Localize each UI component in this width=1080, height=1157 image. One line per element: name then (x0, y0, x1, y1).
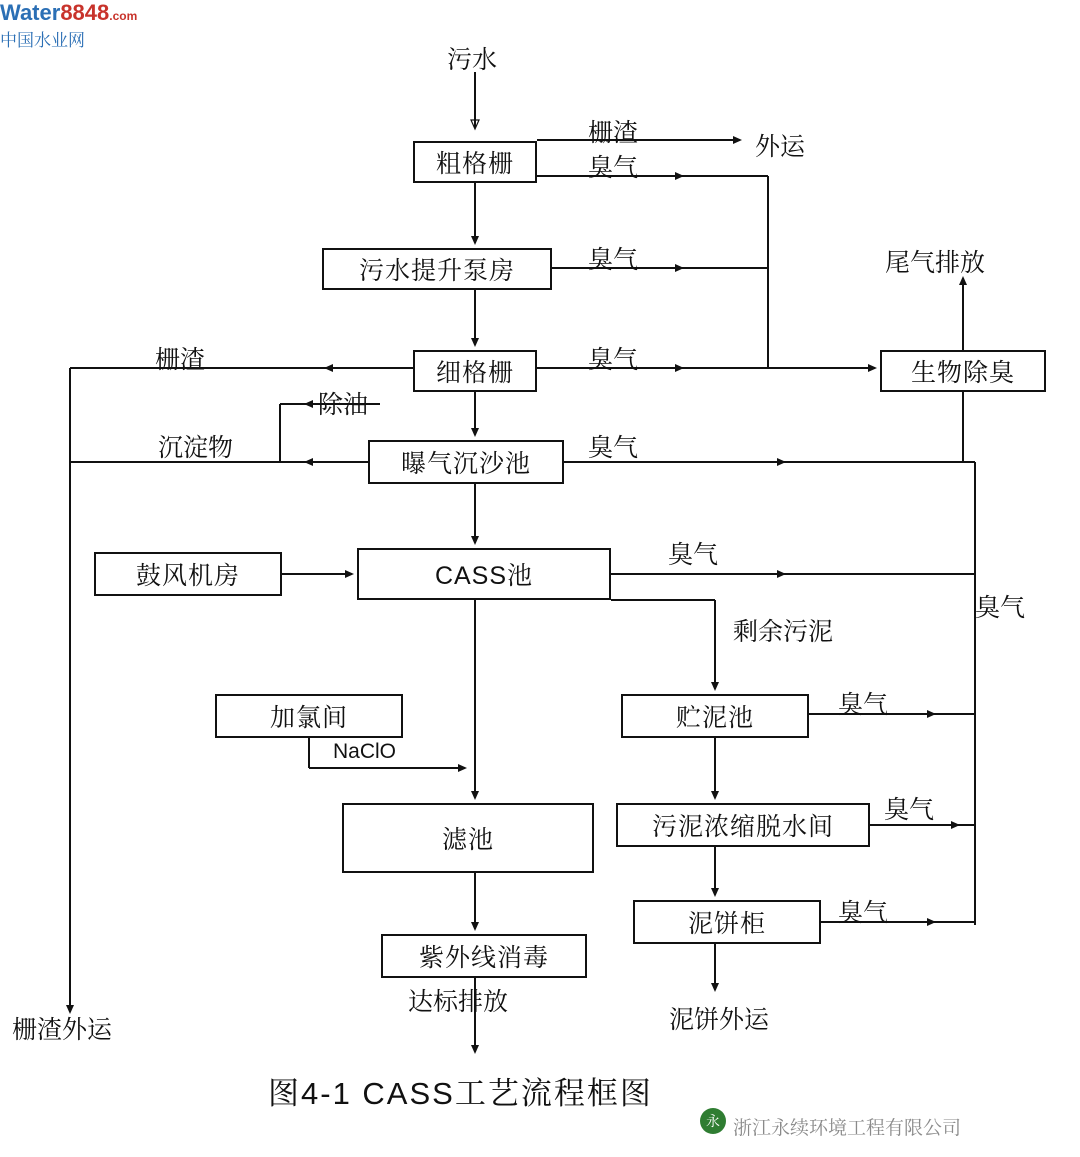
node-blower-room[interactable] (94, 552, 282, 596)
watermark-site-word: Water (0, 0, 61, 25)
node-coarse-screen[interactable] (413, 141, 537, 183)
label-odor-lift-pump: 臭气 (588, 246, 639, 274)
node-cass-tank[interactable] (357, 548, 611, 600)
company-logo-icon: 永 (700, 1108, 726, 1134)
label-outbound-transport: 外运 (755, 133, 806, 161)
node-label: 生物除臭 (910, 359, 1015, 387)
node-biological-deodorization[interactable] (880, 350, 1046, 392)
watermark-site-cn: 中国水业网 (0, 31, 85, 50)
node-uv-disinfection[interactable] (381, 934, 587, 978)
label-standard-discharge: 达标排放 (408, 988, 509, 1016)
label-screen-residue-coarse: 栅渣 (588, 119, 639, 147)
label-screen-residue-outbound: 栅渣外运 (12, 1016, 113, 1044)
node-label: 污水提升泵房 (358, 257, 515, 285)
label-odor-right-trunk: 臭气 (975, 594, 1026, 622)
watermark-site-tld: .com (109, 9, 138, 23)
node-label: 粗格栅 (435, 150, 514, 178)
node-lift-pump-room[interactable] (322, 248, 552, 290)
label-odor-dewatering: 臭气 (884, 796, 935, 824)
label-sediment: 沉淀物 (158, 434, 234, 462)
label-mud-cake-outbound: 泥饼外运 (669, 1006, 770, 1034)
label-odor-cass: 臭气 (668, 541, 719, 569)
node-label: 曝气沉沙池 (400, 450, 531, 478)
node-aerated-grit-chamber[interactable] (368, 440, 564, 484)
node-mud-cake-cabinet[interactable] (633, 900, 821, 944)
node-label: 加氯间 (269, 704, 348, 732)
node-fine-screen[interactable] (413, 350, 537, 392)
node-label: 滤池 (441, 826, 494, 854)
label-odor-cake-cabinet: 臭气 (838, 899, 889, 927)
node-label: 污泥浓缩脱水间 (651, 813, 834, 841)
node-label: 鼓风机房 (135, 562, 240, 590)
node-filter-tank[interactable] (342, 803, 594, 873)
label-odor-fine-screen: 臭气 (588, 346, 639, 374)
label-tail-gas-discharge: 尾气排放 (885, 249, 986, 277)
node-label: 泥饼柜 (687, 910, 766, 938)
watermark-site-number: 8848 (60, 0, 110, 25)
label-odor-sludge-storage: 臭气 (838, 691, 889, 719)
node-label: 紫外线消毒 (418, 944, 549, 972)
node-label: 细格栅 (435, 359, 514, 387)
label-excess-sludge: 剩余污泥 (733, 618, 834, 646)
label-odor-grit-chamber: 臭气 (588, 434, 639, 462)
node-sludge-storage-tank[interactable] (621, 694, 809, 738)
label-screen-residue-fine: 栅渣 (155, 346, 206, 374)
node-sludge-thickening-dewatering-room[interactable] (616, 803, 870, 847)
node-label: 贮泥池 (675, 704, 754, 732)
figure-caption: 图4-1 CASS工艺流程框图 (268, 1076, 653, 1111)
label-inlet-sewage: 污水 (447, 46, 498, 74)
label-degreasing: 除油 (318, 391, 369, 419)
label-odor-coarse-screen: 臭气 (588, 154, 639, 182)
node-chlorination-room[interactable] (215, 694, 403, 738)
label-naclo-dosing: NaClO (333, 740, 397, 763)
node-label: CASS池 (434, 562, 534, 590)
watermark-company: 浙江永续环境工程有限公司 (733, 1118, 962, 1139)
